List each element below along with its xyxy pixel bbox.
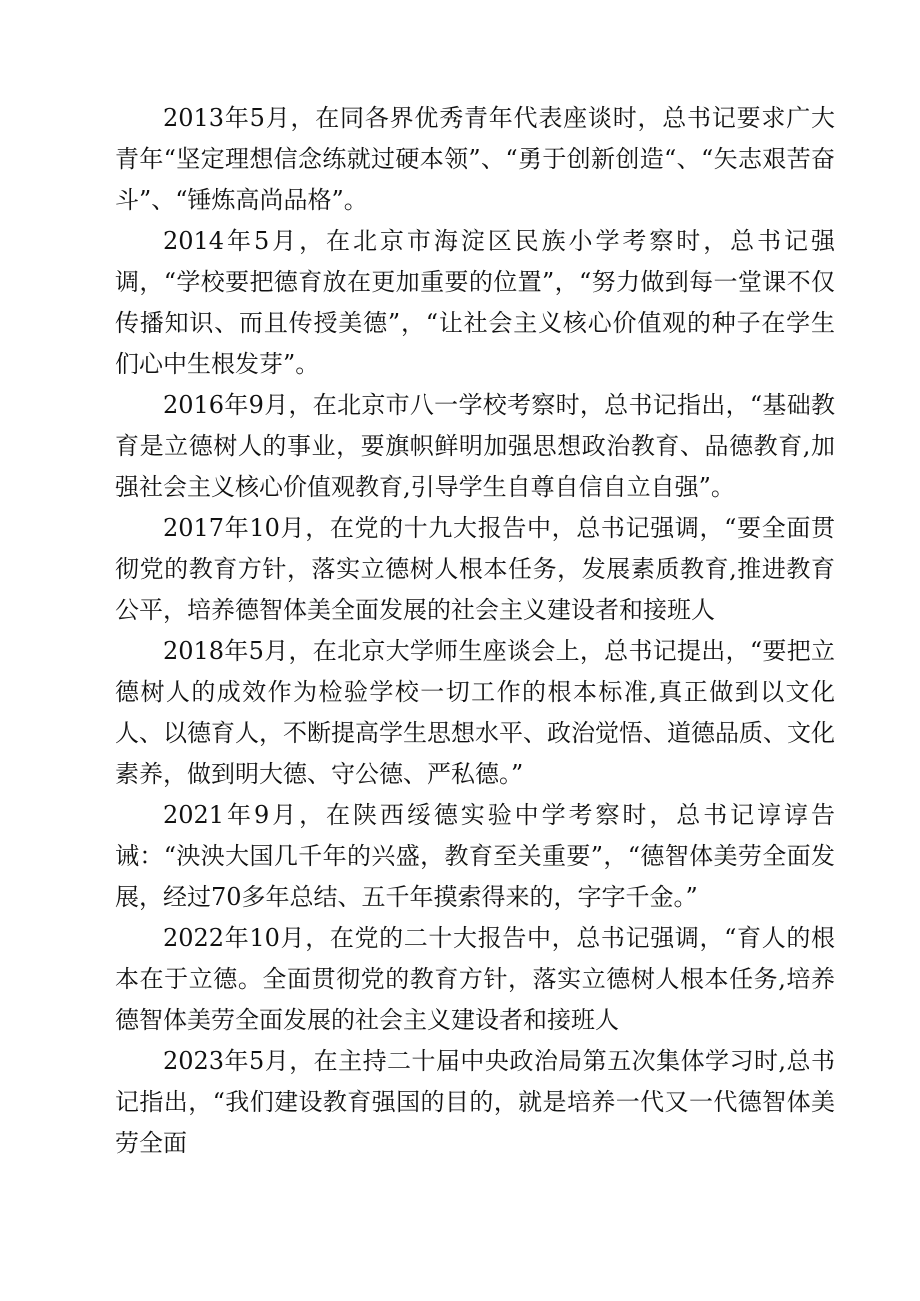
paragraph-2023: 2023年5月，在主持二十届中央政治局第五次集体学习时,总书记指出，“我们建设教育强国的目的，就是培养一代又一代德智体美劳全面 — [115, 1047, 835, 1157]
paragraph-2014: 2014年5月，在北京市海淀区民族小学考察时，总书记强调，“学校要把德育放在更加重要的位置”，“努力做到每一堂课不仅传播知识、而且传授美德”，“让社会主义核心价值观的种子在学生们心中生根发芽”。 — [115, 227, 835, 378]
paragraph-2018: 2018年5月，在北京大学师生座谈会上，总书记提出，“要把立德树人的成效作为检验学校一切工作的根本标准,真正做到以文化人、以德育人，不断提高学生思想水平、政治觉悟、道德品质、文化素养，做到明大德、守公德、严私德。” — [115, 637, 835, 788]
paragraph-2021: 2021年9月，在陕西绥德实验中学考察时，总书记谆谆告诫：“泱泱大国几千年的兴盛，教育至关重要”，“德智体美劳全面发展，经过70多年总结、五千年摸索得来的，字字千金。” — [115, 801, 835, 911]
paragraph-2022: 2022年10月，在党的二十大报告中，总书记强调，“育人的根本在于立德。全面贯彻党的教育方针，落实立德树人根本任务,培养德智体美劳全面发展的社会主义建设者和接班人 — [115, 924, 835, 1034]
paragraph-2013: 2013年5月，在同各界优秀青年代表座谈时，总书记要求广大青年“坚定理想信念练就过硬本领”、“勇于创新创造“、“矢志艰苦奋斗”、“锤炼高尚品格”。 — [115, 104, 835, 214]
paragraph-2016: 2016年9月，在北京市八一学校考察时，总书记指出，“基础教育是立德树人的事业，要旗帜鲜明加强思想政治教育、品德教育,加强社会主义核心价值观教育,引导学生自尊自信自立自强”。 — [115, 391, 835, 501]
document-body — [115, 98, 835, 1164]
paragraph-2017: 2017年10月，在党的十九大报告中，总书记强调，“要全面贯彻党的教育方针，落实立德树人根本任务，发展素质教育,推进教育公平，培养德智体美全面发展的社会主义建设者和接班人 — [115, 514, 835, 624]
